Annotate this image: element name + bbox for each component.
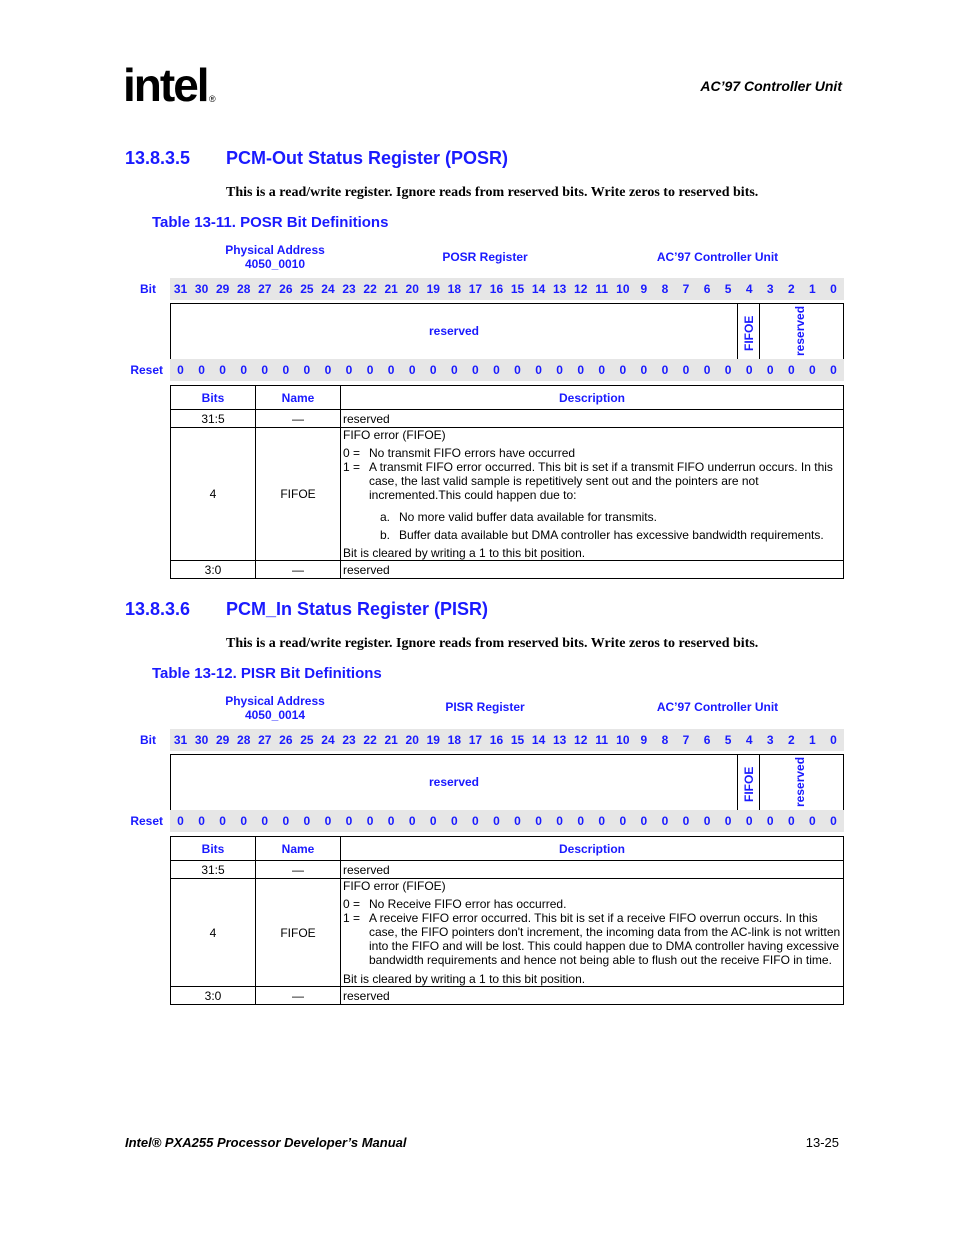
physical-address xyxy=(205,243,345,271)
bit-number: 14 xyxy=(531,733,546,747)
bit-number: 8 xyxy=(661,733,669,747)
reset-value: 0 xyxy=(303,814,311,828)
reset-value: 0 xyxy=(766,814,774,828)
register-field-layout xyxy=(170,754,844,811)
item-value: No Receive FIFO error has occurred. xyxy=(369,897,567,911)
reset-value: 0 xyxy=(619,363,627,377)
bit-number: 15 xyxy=(510,733,525,747)
bit-number: 31 xyxy=(173,733,188,747)
bit-number: 29 xyxy=(215,733,230,747)
bit-number: 14 xyxy=(531,282,546,296)
bit-number: 11 xyxy=(595,733,609,747)
section-intro: This is a read/write register. Ignore reads from reserved bits. Write zeros to reserved bits. xyxy=(226,636,759,651)
cell-name: — xyxy=(256,410,341,428)
reset-value: 0 xyxy=(345,814,353,828)
reset-value: 0 xyxy=(640,814,648,828)
bit-number: 6 xyxy=(703,733,711,747)
field-fifoe: FIFOE xyxy=(742,766,756,802)
col-bits: Bits xyxy=(171,386,256,410)
reset-value: 0 xyxy=(514,814,521,828)
bit-number: 5 xyxy=(724,282,732,296)
col-description: Description xyxy=(341,837,844,861)
table-header-row xyxy=(171,837,844,861)
item-key: 1 = xyxy=(343,911,361,925)
cell-bits: 3:0 xyxy=(171,987,256,1005)
bit-number: 20 xyxy=(405,282,419,296)
section-title: PCM-Out Status Register (POSR) xyxy=(226,148,509,168)
reset-value: 0 xyxy=(661,363,669,377)
reset-value: 0 xyxy=(703,363,711,377)
address-label: Physical Address xyxy=(225,694,325,708)
reset-value: 0 xyxy=(745,814,753,828)
table-row xyxy=(171,410,844,428)
desc-item xyxy=(343,897,841,911)
reset-value: 0 xyxy=(219,363,226,377)
reset-value: 0 xyxy=(472,363,479,377)
section-heading xyxy=(125,599,488,620)
reset-row-label: Reset xyxy=(130,814,163,828)
address-value: 4050_0010 xyxy=(244,257,306,271)
bit-number: 0 xyxy=(830,282,837,296)
desc-footer: Bit is cleared by writing a 1 to this bit position. xyxy=(343,546,586,560)
field-reserved-low: reserved xyxy=(793,305,807,356)
desc-item xyxy=(343,911,841,967)
field-divider xyxy=(737,755,738,810)
bit-number: 19 xyxy=(426,282,440,296)
cell-name: — xyxy=(256,561,341,579)
reset-value: 0 xyxy=(261,363,269,377)
bit-number: 2 xyxy=(787,733,795,747)
desc-item xyxy=(343,446,841,460)
subitem-value: Buffer data available but DMA controller has excessive bandwidth requirements. xyxy=(399,528,824,542)
cell-bits: 4 xyxy=(171,879,256,987)
reset-value: 0 xyxy=(830,814,837,828)
desc-subitem xyxy=(343,510,841,524)
bit-number: 29 xyxy=(215,282,230,296)
bit-number: 2 xyxy=(787,282,795,296)
bit-number: 31 xyxy=(173,282,188,296)
cell-description: reserved xyxy=(341,410,844,428)
bit-number: 13 xyxy=(552,733,567,747)
intel-logo xyxy=(123,58,216,112)
bit-number: 26 xyxy=(279,282,293,296)
reset-value-row xyxy=(170,810,844,832)
subitem-value: No more valid buffer data available for transmits. xyxy=(399,510,657,524)
bit-number: 7 xyxy=(682,282,690,296)
reset-value: 0 xyxy=(303,363,311,377)
reset-value: 0 xyxy=(324,363,332,377)
col-bits: Bits xyxy=(171,837,256,861)
bit-number: 7 xyxy=(682,733,690,747)
bit-number: 1 xyxy=(809,282,816,296)
reset-value: 0 xyxy=(745,363,753,377)
bit-number: 4 xyxy=(745,733,753,747)
reset-value: 0 xyxy=(345,363,353,377)
bit-number: 28 xyxy=(237,733,251,747)
bit-number: 23 xyxy=(342,282,356,296)
bit-number: 22 xyxy=(363,282,377,296)
reset-value: 0 xyxy=(556,814,563,828)
bit-number: 17 xyxy=(468,282,483,296)
reset-value: 0 xyxy=(408,363,416,377)
bit-number: 16 xyxy=(489,733,504,747)
table-row xyxy=(171,428,844,561)
cell-description xyxy=(341,879,844,987)
bit-number: 30 xyxy=(194,282,209,296)
bit-number: 17 xyxy=(468,733,483,747)
bit-number: 18 xyxy=(447,282,462,296)
reset-value: 0 xyxy=(261,814,269,828)
reset-value: 0 xyxy=(219,814,226,828)
desc-item xyxy=(343,460,841,502)
reset-value: 0 xyxy=(661,814,669,828)
reset-value: 0 xyxy=(830,363,837,377)
bit-number: 21 xyxy=(384,282,398,296)
field-divider xyxy=(759,755,760,810)
bit-number: 19 xyxy=(426,733,440,747)
col-description: Description xyxy=(341,386,844,410)
cell-name: — xyxy=(256,987,341,1005)
bit-number: 15 xyxy=(510,282,525,296)
cell-bits: 4 xyxy=(171,428,256,561)
field-fifoe: FIFOE xyxy=(742,315,756,351)
unit-name: AC’97 Controller Unit xyxy=(656,700,779,714)
reset-value: 0 xyxy=(577,814,585,828)
section-title: PCM_In Status Register (PISR) xyxy=(226,599,489,619)
reset-value: 0 xyxy=(724,814,732,828)
reset-value: 0 xyxy=(682,363,690,377)
bit-number: 27 xyxy=(258,282,272,296)
reset-value: 0 xyxy=(177,814,184,828)
section-heading xyxy=(125,148,508,169)
bit-number: 26 xyxy=(279,733,293,747)
reset-value: 0 xyxy=(429,814,437,828)
bit-number: 3 xyxy=(766,282,774,296)
cell-description: reserved xyxy=(341,561,844,579)
reset-value: 0 xyxy=(198,363,205,377)
bit-number: 22 xyxy=(363,733,377,747)
reset-value: 0 xyxy=(493,814,500,828)
reset-value: 0 xyxy=(682,814,690,828)
reset-value: 0 xyxy=(366,363,374,377)
table-title: Table 13-11. POSR Bit Definitions xyxy=(152,214,389,231)
bit-number: 20 xyxy=(405,733,419,747)
reset-value: 0 xyxy=(240,814,248,828)
bit-number: 12 xyxy=(574,733,588,747)
field-divider xyxy=(737,304,738,359)
section-number: 13.8.3.5 xyxy=(125,148,191,168)
item-value: A transmit FIFO error occurred. This bit is set if a transmit FIFO underrun occurs. In this case, the last valid sample is repetitively sent out and the pointers are not incremented.This could happen due to: xyxy=(369,460,833,502)
bit-number: 25 xyxy=(300,282,314,296)
reset-value: 0 xyxy=(240,363,248,377)
reset-value: 0 xyxy=(514,363,521,377)
register-name: POSR Register xyxy=(442,250,528,264)
bit-number-row xyxy=(170,729,844,751)
cell-name: FIFOE xyxy=(256,428,341,561)
table-row xyxy=(171,987,844,1005)
bit-number: 0 xyxy=(830,733,837,747)
page-number: 13-25 xyxy=(805,1135,839,1150)
bit-number: 9 xyxy=(640,282,648,296)
table-row xyxy=(171,561,844,579)
item-value: No transmit FIFO errors have occurred xyxy=(369,446,576,460)
desc-footer: Bit is cleared by writing a 1 to this bit position. xyxy=(343,972,586,986)
reset-value: 0 xyxy=(282,814,290,828)
item-key: 0 = xyxy=(343,897,361,911)
logo-text: intel xyxy=(123,59,208,111)
desc-heading: FIFO error (FIFOE) xyxy=(343,879,446,893)
reset-value: 0 xyxy=(724,363,732,377)
reset-value: 0 xyxy=(766,363,774,377)
bit-number: 25 xyxy=(300,733,314,747)
reset-value: 0 xyxy=(577,363,585,377)
bit-number: 6 xyxy=(703,282,711,296)
cell-name: FIFOE xyxy=(256,879,341,987)
reset-value: 0 xyxy=(450,814,458,828)
bit-number: 23 xyxy=(342,733,356,747)
bit-number: 1 xyxy=(809,733,816,747)
reset-value: 0 xyxy=(787,814,795,828)
cell-description xyxy=(341,428,844,561)
unit-name: AC’97 Controller Unit xyxy=(656,250,779,264)
cell-name: — xyxy=(256,861,341,879)
bit-number: 24 xyxy=(321,282,335,296)
bit-number: 24 xyxy=(321,733,335,747)
table-header-row xyxy=(171,386,844,410)
bit-definition-table xyxy=(170,836,844,1005)
reset-value: 0 xyxy=(408,814,416,828)
subitem-key: b. xyxy=(380,528,391,542)
bit-number: 27 xyxy=(258,733,272,747)
footer-title: Intel® PXA255 Processor Developer’s Manual xyxy=(125,1135,407,1150)
cell-description: reserved xyxy=(341,861,844,879)
bit-number: 30 xyxy=(194,733,209,747)
reset-row-label: Reset xyxy=(130,363,163,377)
reset-value: 0 xyxy=(366,814,374,828)
bit-number: 12 xyxy=(574,282,588,296)
cell-bits: 31:5 xyxy=(171,861,256,879)
reset-value: 0 xyxy=(535,814,542,828)
reset-value: 0 xyxy=(198,814,205,828)
reset-value: 0 xyxy=(809,363,816,377)
reset-value: 0 xyxy=(640,363,648,377)
cell-bits: 31:5 xyxy=(171,410,256,428)
bit-row-label: Bit xyxy=(140,733,156,747)
bit-number: 9 xyxy=(640,733,648,747)
register-field-layout xyxy=(170,303,844,360)
item-key: 1 = xyxy=(343,460,361,474)
section-intro: This is a read/write register. Ignore reads from reserved bits. Write zeros to reserved bits. xyxy=(226,185,759,200)
table-row xyxy=(171,861,844,879)
reset-value: 0 xyxy=(429,363,437,377)
reset-value: 0 xyxy=(493,363,500,377)
bit-row-label: Bit xyxy=(140,282,156,296)
bit-number-row xyxy=(170,278,844,300)
reset-value: 0 xyxy=(387,363,395,377)
bit-number: 18 xyxy=(447,733,462,747)
bit-number: 16 xyxy=(489,282,504,296)
subitem-key: a. xyxy=(380,510,391,524)
desc-subitem xyxy=(343,528,841,542)
reset-value: 0 xyxy=(282,363,290,377)
reset-value: 0 xyxy=(472,814,479,828)
section-number: 13.8.3.6 xyxy=(125,599,191,619)
bit-number: 10 xyxy=(616,282,630,296)
field-reserved-low: reserved xyxy=(793,756,807,807)
register-name: PISR Register xyxy=(445,700,525,714)
address-value: 4050_0014 xyxy=(244,708,306,722)
col-name: Name xyxy=(256,837,341,861)
field-reserved-high: reserved xyxy=(428,775,480,789)
bit-number: 3 xyxy=(766,733,774,747)
cell-description: reserved xyxy=(341,987,844,1005)
desc-heading: FIFO error (FIFOE) xyxy=(343,428,446,442)
reset-value: 0 xyxy=(598,814,606,828)
reset-value: 0 xyxy=(535,363,542,377)
reset-value: 0 xyxy=(556,363,563,377)
field-divider xyxy=(759,304,760,359)
reset-value: 0 xyxy=(387,814,395,828)
bit-number: 5 xyxy=(724,733,732,747)
bit-number: 28 xyxy=(237,282,251,296)
reset-value: 0 xyxy=(324,814,332,828)
reset-value: 0 xyxy=(703,814,711,828)
table-row xyxy=(171,879,844,987)
bit-number: 10 xyxy=(616,733,630,747)
bit-number: 8 xyxy=(661,282,669,296)
col-name: Name xyxy=(256,386,341,410)
reset-value-row xyxy=(170,359,844,381)
reset-value: 0 xyxy=(787,363,795,377)
address-label: Physical Address xyxy=(225,243,325,257)
running-header: AC’97 Controller Unit xyxy=(700,78,842,94)
physical-address xyxy=(205,694,345,722)
reset-value: 0 xyxy=(598,363,606,377)
bit-number: 4 xyxy=(745,282,753,296)
bit-number: 11 xyxy=(595,282,609,296)
reset-value: 0 xyxy=(619,814,627,828)
bit-definition-table xyxy=(170,385,844,579)
item-key: 0 = xyxy=(343,446,361,460)
reset-value: 0 xyxy=(809,814,816,828)
table-title: Table 13-12. PISR Bit Definitions xyxy=(152,665,382,682)
registered-mark: ® xyxy=(209,94,216,104)
field-reserved-high: reserved xyxy=(428,324,480,338)
reset-value: 0 xyxy=(177,363,184,377)
item-value: A receive FIFO error occurred. This bit is set if a receive FIFO overrun occurs. In this case, the FIFO pointers don't increment, the incoming data from the AC-link is not written into the FIFO and will be lost. This could happen due to DMA controller having excessive bandwidth requirements and hence not being able to flush out the receive FIFO in time. xyxy=(369,911,841,967)
bit-number: 13 xyxy=(552,282,567,296)
cell-bits: 3:0 xyxy=(171,561,256,579)
reset-value: 0 xyxy=(450,363,458,377)
bit-number: 21 xyxy=(384,733,398,747)
